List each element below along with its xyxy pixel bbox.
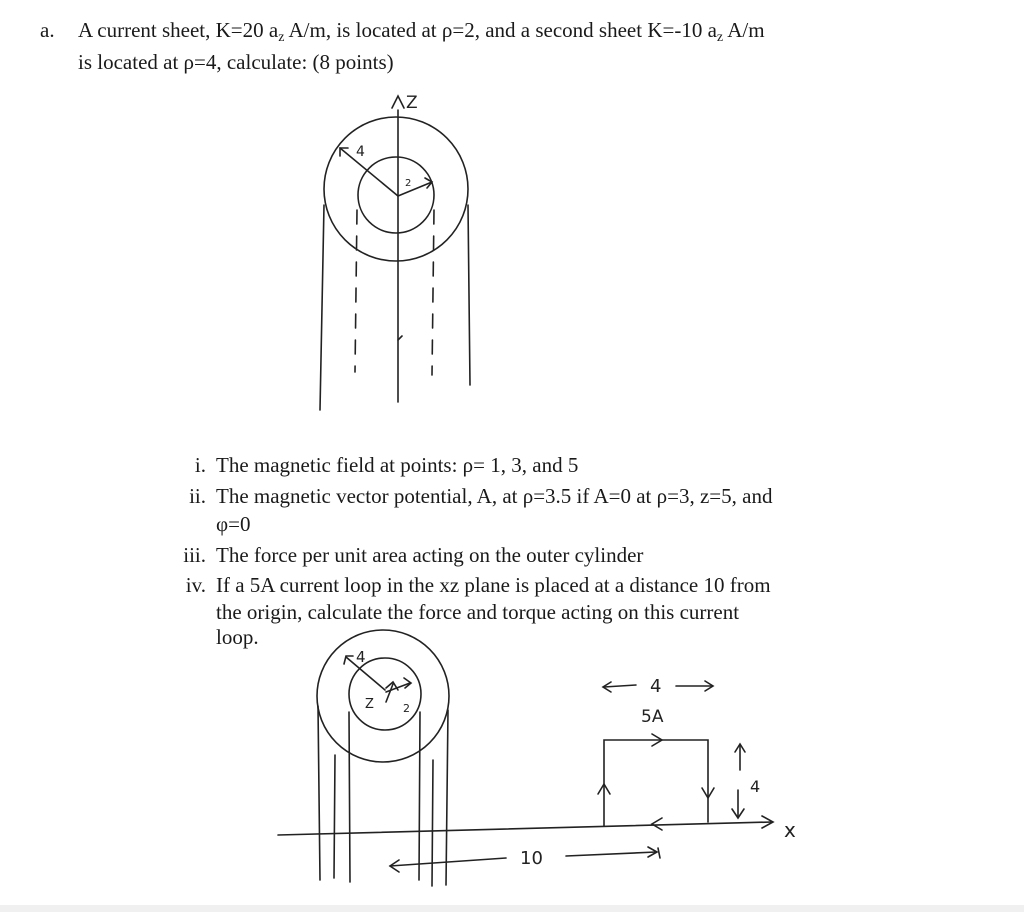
problem-text-b: A/m, is located at ρ=2, and a second sheet K=-10 a bbox=[284, 18, 717, 42]
subscript-z-2: z bbox=[716, 30, 724, 45]
distance-tick bbox=[658, 848, 660, 858]
question-2-text-line-2: φ=0 bbox=[216, 512, 251, 536]
fig2-outer-circle bbox=[317, 630, 449, 762]
inner-cylinder-right-wall bbox=[432, 210, 434, 375]
distance-dim-right bbox=[566, 852, 656, 856]
outer-radius-line bbox=[340, 148, 398, 196]
inner-cylinder-left-wall bbox=[355, 210, 357, 372]
question-4-number: iv. bbox=[185, 573, 206, 597]
outer-cylinder-right-wall bbox=[468, 205, 470, 385]
fig2-inner-radius-label: 2 bbox=[403, 702, 410, 715]
question-1-text: The magnetic field at points: ρ= 1, 3, and 5 bbox=[216, 453, 579, 477]
problem-label: a. bbox=[40, 18, 55, 42]
fig2-inner-right-wall bbox=[419, 712, 420, 880]
subscript-z-1: z bbox=[278, 30, 285, 45]
question-4-text-line-3: loop. bbox=[216, 625, 259, 649]
fig2-outer-left-wall bbox=[318, 706, 320, 880]
loop-height-label: 4 bbox=[750, 777, 761, 796]
fig2-extra-wall-2 bbox=[432, 760, 433, 886]
outer-cylinder-left-wall bbox=[320, 205, 324, 410]
question-4-text-line-2: the origin, calculate the force and torque acting on this current bbox=[216, 600, 740, 624]
loop-bottom-arrowhead bbox=[652, 818, 662, 830]
distance-dim-left bbox=[390, 858, 506, 866]
problem-text-a: A current sheet, K=20 a bbox=[78, 18, 279, 42]
problem-text-c: A/m bbox=[723, 18, 765, 42]
loop-current-label: 5A bbox=[641, 707, 664, 727]
width-dim-left bbox=[604, 685, 636, 687]
fig2-inner-left-wall bbox=[349, 712, 350, 882]
fig2-extra-wall-1 bbox=[334, 755, 335, 878]
fig2-outer-right-wall bbox=[446, 710, 448, 885]
question-2-number: ii. bbox=[189, 484, 206, 508]
z-axis-arrowhead bbox=[392, 96, 404, 108]
x-axis-line bbox=[278, 822, 772, 835]
z-axis-label: Z bbox=[406, 93, 418, 113]
bottom-edge-strip bbox=[0, 905, 1024, 912]
distance-label: 10 bbox=[520, 848, 543, 869]
inner-radius-line bbox=[398, 182, 432, 196]
loop-width-label: 4 bbox=[650, 676, 662, 697]
fig2-z-label: Z bbox=[365, 697, 374, 712]
outer-radius-label: 4 bbox=[356, 144, 365, 160]
problem-statement-line-2: is located at ρ=4, calculate: (8 points) bbox=[78, 50, 394, 74]
question-1-number: i. bbox=[194, 453, 206, 477]
fig2-outer-radius-label: 4 bbox=[356, 648, 366, 666]
question-3-number: iii. bbox=[183, 543, 206, 567]
question-4-text-line-1: If a 5A current loop in the xz plane is placed at a distance 10 from bbox=[216, 573, 771, 597]
current-loop bbox=[604, 740, 708, 826]
inner-radius-label: 2 bbox=[405, 178, 412, 189]
question-3-text: The force per unit area acting on the outer cylinder bbox=[216, 543, 644, 567]
fig2-inner-radius-arrowhead bbox=[404, 678, 411, 688]
outer-cylinder-circle bbox=[324, 117, 468, 261]
x-axis-label: x bbox=[784, 818, 796, 842]
question-2-text-line-1: The magnetic vector potential, A, at ρ=3.5 if A=0 at ρ=3, z=5, and bbox=[216, 484, 773, 508]
